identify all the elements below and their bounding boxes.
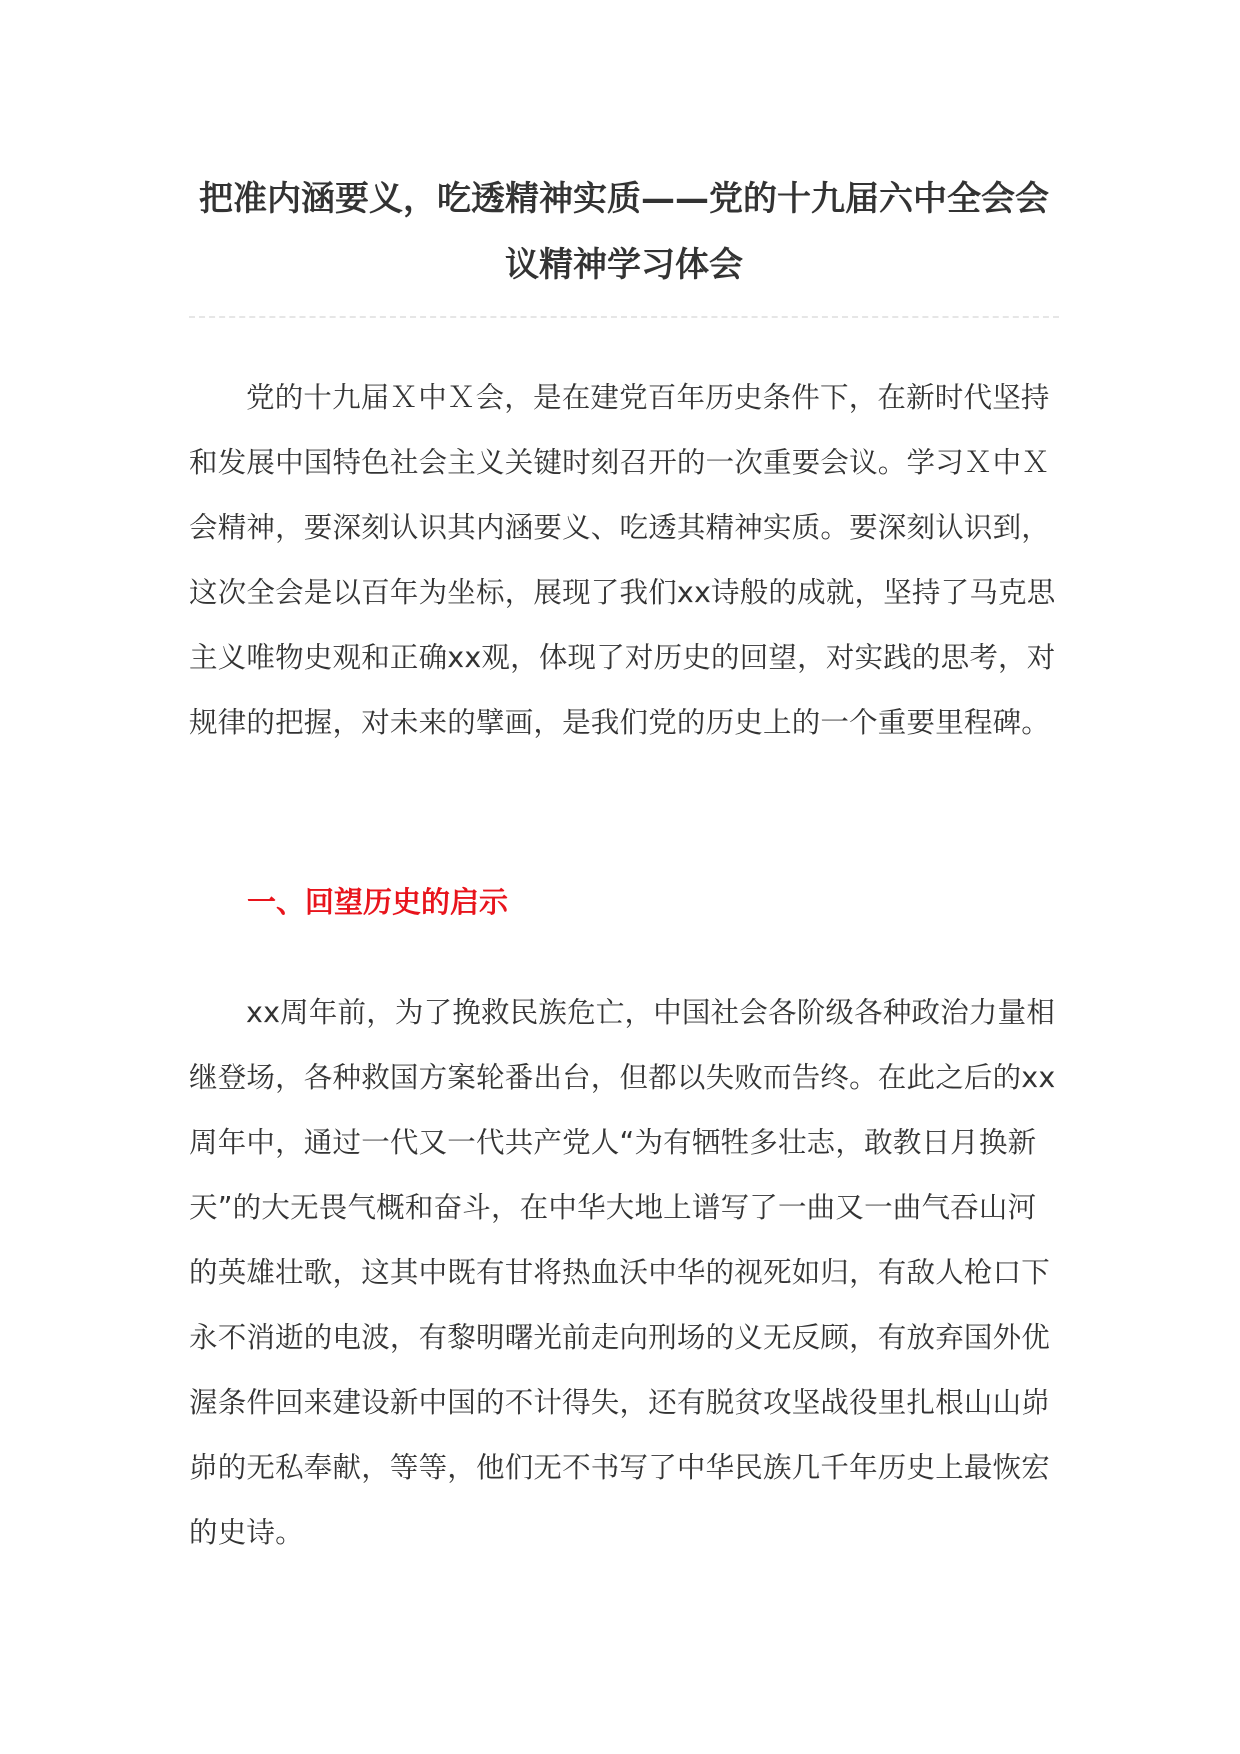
section-heading: 一、回望历史的启示: [247, 885, 509, 919]
history-paragraph: xx周年前，为了挽救民族危亡，中国社会各阶级各种政治力量相继登场，各种救国方案轮番出台，但都以失败而告终。在此之后的xx周年中，通过一代又一代共产党人“为有牺牲多壮志，敢教日月换新天”的大无畏气概和奋斗，在中华大地上谱写了一曲又一曲气吞山河的英雄壮歌，这其中既有甘将热血沃中华的视死如归，有敌人枪口下永不消逝的电波，有黎明曙光前走向刑场的义无反顾，有放弃国外优渥条件回来建设新中国的不计得失，还有脱贫攻坚战役里扎根山山峁峁的无私奉献，等等，他们无不书写了中华民族几千年历史上最恢宏的史诗。: [189, 996, 1056, 1549]
document-title: 把准内涵要义，吃透精神实质——党的十九届六中全会会议精神学习体会: [199, 179, 1049, 285]
title-divider: [189, 316, 1059, 318]
intro-paragraph: 党的十九届Ｘ中Ｘ会，是在建党百年历史条件下，在新时代坚持和发展中国特色社会主义关键时刻召开的一次重要会议。学习Ｘ中Ｘ会精神，要深刻认识其内涵要义、吃透其精神实质。要深刻认识到，这次全会是以百年为坐标，展现了我们xx诗般的成就，坚持了马克思主义唯物史观和正确xx观，体现了对历史的回望，对实践的思考，对规律的把握，对未来的擘画，是我们党的历史上的一个重要里程碑。: [189, 381, 1056, 739]
